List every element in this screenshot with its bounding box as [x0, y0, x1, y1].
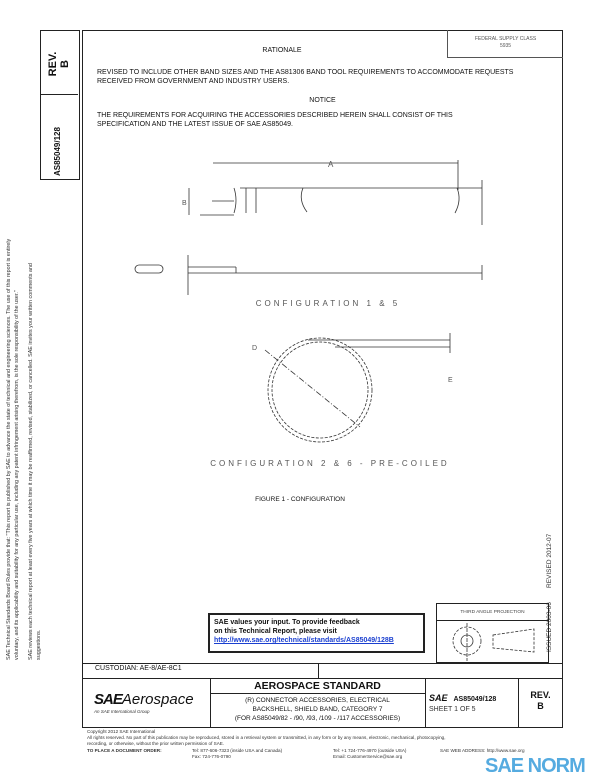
notice-heading: NOTICE	[309, 97, 336, 104]
dimension-e-label: E	[448, 377, 453, 384]
dimension-b-label: B	[182, 200, 187, 207]
order-label: TO PLACE A DOCUMENT ORDER:	[87, 748, 162, 753]
fsc-label: FEDERAL SUPPLY CLASS	[474, 36, 537, 42]
document-title: (R) CONNECTOR ACCESSORIES, ELECTRICAL BACKSHELL, SHIELD BAND, CATEGORY 7 (FOR AS85049/82 - /90, /93, /109 - /117 ACCESSORIES)	[234, 697, 401, 722]
notice-text: THE REQUIREMENTS FOR ACQUIRING THE ACCESSORIES DESCRIBED HEREIN SHALL CONSIST OF THIS SPECIFICATION AND THE LATEST ISSUE OF SAE AS85049.	[97, 112, 453, 128]
fsc-code: 5935	[499, 43, 512, 49]
side-rev: REV. B	[47, 51, 71, 77]
rationale-text: REVISED TO INCLUDE OTHER BAND SIZES AND THE AS81306 BAND TOOL REQUIREMENTS TO ACCOMMODATE REQUESTS RECEIVED FROM GOVERNMENT AND INDUSTRY USERS.	[97, 69, 514, 85]
aerospace-standard-heading: AEROSPACE STANDARD	[254, 680, 381, 692]
sae-norm-watermark: SAE NORM	[485, 755, 585, 777]
third-angle-projection-icon	[437, 621, 548, 663]
configuration-1-label: CONFIGURATION 1 & 5	[255, 299, 401, 308]
sheet-number: SHEET 1 OF 5	[429, 706, 476, 713]
order-contacts-2: Tel: +1 724-776-4970 (outside USA) Email: CustomerService@sae.org	[333, 748, 407, 759]
dimension-d-label: D	[252, 345, 258, 352]
custodian: CUSTODIAN: AE-8/AE-8C1	[95, 665, 182, 672]
legal-notice: SAE Technical Standards Board Rules provide that: "This report is published by SAE to advance the state of technical and engineering sciences. The use of this report is entirely voluntary, and its applicability and suitability for any particular use, including any patent infringement arising therefrom, is the sole responsibility of the user." SAE reviews each technical report at least every five years at which time it may be reaffirmed, revised, stabilized, or cancelled. SAE invites your written comments and suggestions.	[6, 238, 42, 660]
feedback-link[interactable]: http://www.sae.org/technical/standards/AS85049/128B	[214, 637, 394, 644]
rationale-heading: RATIONALE	[262, 47, 302, 54]
title-block	[82, 678, 563, 728]
configuration-2-label: CONFIGURATION 2 & 6 - PRE-COILED	[210, 459, 450, 468]
revision-cell: REV. B	[530, 690, 551, 711]
sae-web-address[interactable]: SAE WEB ADDRESS: http://www.sae.org	[440, 748, 525, 753]
sae-aerospace-logo: SAEAerospace An SAE International Group	[94, 691, 194, 714]
projection-box	[436, 603, 549, 663]
dimension-a-label: A	[328, 160, 334, 169]
copyright-footer: Copyright 2012 SAE International All rights reserved. No part of this publication may be reproduced, stored in a retrieval system or transmitted, in any form or by any means, electronic, mechanical, photocopying, recording, or otherwise, without the prior written permission of SAE.	[87, 729, 446, 746]
projection-label: THIRD ANGLE PROJECTION	[437, 604, 548, 621]
issued-date: ISSUED 2003-06	[546, 602, 553, 652]
figure-caption: FIGURE 1 - CONFIGURATION	[255, 496, 345, 503]
side-doc-number: AS85049/128	[53, 127, 62, 176]
revised-date: REVISED 2012-07	[546, 533, 553, 588]
side-tab	[40, 30, 80, 180]
order-contacts-1: Tel: 877-606-7323 (inside USA and Canada) Fax: 724-776-0790	[192, 748, 283, 759]
feedback-box: SAE values your input. To provide feedback on this Technical Report, please visit http://www.sae.org/technical/standards/AS85049/128B	[208, 613, 425, 653]
figure-configuration-drawing	[120, 150, 540, 520]
doc-number-cell: SAE AS85049/128 SHEET 1 OF 5	[429, 693, 497, 713]
